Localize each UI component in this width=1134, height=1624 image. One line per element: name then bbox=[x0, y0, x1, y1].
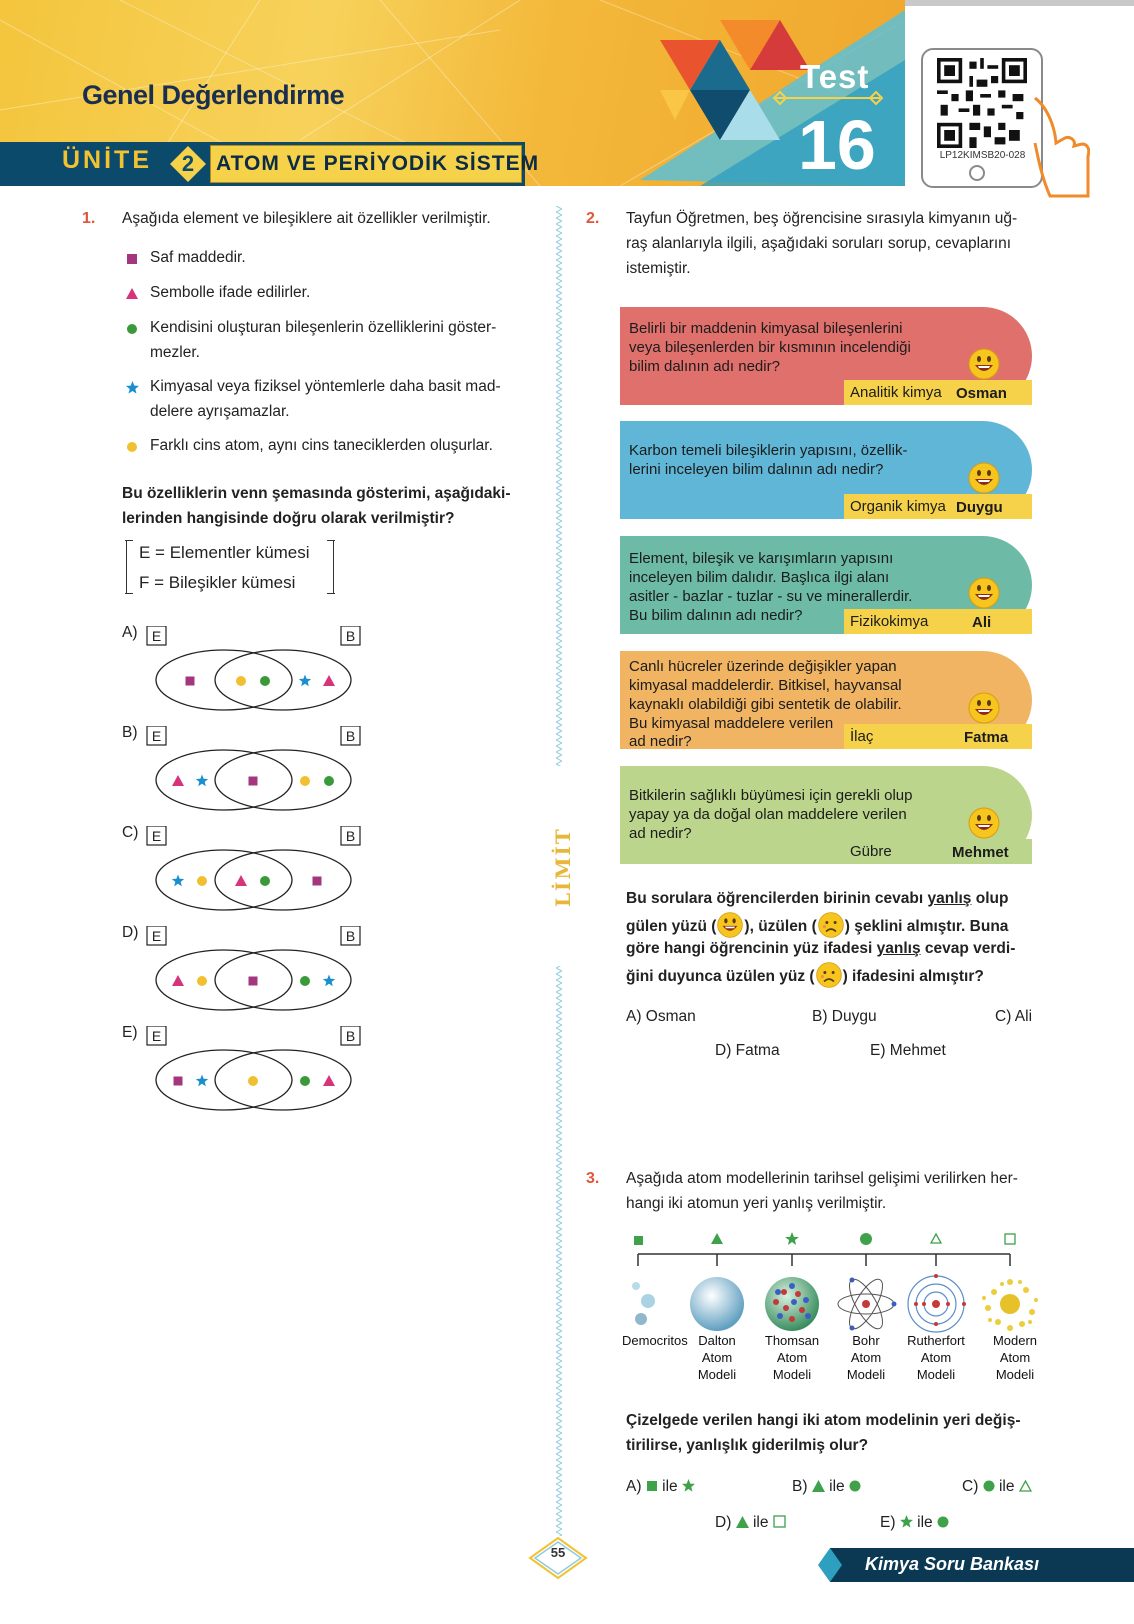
venn-diagram bbox=[146, 726, 376, 812]
bubble-text: veya bileşenlerden bir kısmının incelendiği bbox=[629, 339, 911, 356]
venn-option[interactable] bbox=[116, 820, 376, 915]
bubble-answer: İlaç bbox=[850, 728, 874, 745]
q1-property-item bbox=[126, 374, 546, 433]
bubble-text: yapay ya da doğal olan maddelere verilen bbox=[629, 806, 907, 823]
q2-question-part: ğini duyunca üzülen yüz ( bbox=[626, 968, 815, 985]
rutherford-atom-icon bbox=[908, 1274, 966, 1332]
question-bubble bbox=[620, 766, 1032, 864]
circle-mark bbox=[197, 976, 207, 986]
page-number: 55 bbox=[550, 1545, 566, 1560]
q1-property-text: Kimyasal veya fiziksel yöntemlerle daha basit mad- bbox=[150, 378, 501, 395]
square-mark bbox=[186, 677, 195, 686]
bubble-text: ad nedir? bbox=[629, 733, 692, 750]
venn-diagram bbox=[146, 626, 376, 712]
bubble-text: Canlı hücreler üzerinde değişikler yapan bbox=[629, 658, 897, 675]
q3-option-c[interactable]: C) ile bbox=[962, 1478, 1032, 1496]
footer-diamond-icon bbox=[818, 1548, 842, 1582]
bubble-text: asitler - bazlar - tuzlar - su ve minerallerdir. bbox=[629, 588, 913, 605]
q1-venn-options bbox=[116, 620, 376, 1100]
q1-intro: Aşağıda element ve bileşiklere ait özellikler verilmiştir. bbox=[122, 210, 491, 227]
unit-word: ÜNİTE bbox=[62, 146, 152, 174]
q1-property-text: Farklı cins atom, aynı cins taneciklerden oluşurlar. bbox=[150, 437, 493, 454]
square-mark bbox=[249, 777, 258, 786]
thomson-atom-icon bbox=[765, 1277, 819, 1331]
set-b-label: B bbox=[345, 828, 356, 844]
q1-property-item bbox=[126, 315, 546, 374]
square-icon bbox=[126, 253, 138, 265]
q2-question-part: ) şeklini almıştır. Buna bbox=[844, 918, 1009, 935]
set-b-label: B bbox=[345, 728, 356, 744]
q3-option-a[interactable]: A) ile bbox=[626, 1478, 695, 1496]
q2-question-underline: yanlış bbox=[927, 890, 972, 907]
circle-mark bbox=[260, 876, 270, 886]
circle-mark bbox=[324, 776, 334, 786]
venn-option[interactable] bbox=[116, 720, 376, 815]
model-caption: Modern Atom Modeli bbox=[992, 1333, 1038, 1382]
sad-face-icon bbox=[817, 911, 845, 939]
test-number: 16 bbox=[798, 106, 876, 184]
venn-diagram bbox=[146, 926, 376, 1012]
bubble-answer: Analitik kimya bbox=[850, 384, 942, 401]
student-name: Mehmet bbox=[952, 844, 1009, 861]
model-caption: Bohr Atom Modeli bbox=[846, 1333, 886, 1382]
square-mark bbox=[249, 977, 258, 986]
filled-circle-icon bbox=[860, 1233, 872, 1245]
q2-question bbox=[626, 886, 1008, 911]
q3-question: Çizelgede verilen hangi iki atom modelinin yeri değiş- bbox=[626, 1412, 1021, 1429]
q1-property-text-cont: delere ayrışamazlar. bbox=[150, 403, 290, 420]
q2-intro-cont: raş alanlarıyla ilgili, aşağıdaki soruları sorup, cevaplarını bbox=[626, 235, 1012, 252]
modern-atom-icon bbox=[982, 1279, 1038, 1331]
filled-circle-icon bbox=[849, 1480, 861, 1492]
q1-legend-box bbox=[126, 540, 334, 594]
circle-mark bbox=[197, 876, 207, 886]
democritos-atom-icon bbox=[632, 1282, 655, 1325]
option-label: C) bbox=[122, 824, 139, 841]
hollow-square-icon bbox=[773, 1515, 786, 1528]
triangle-mark bbox=[323, 1075, 335, 1086]
q2-option-b[interactable]: B) Duygu bbox=[812, 1008, 877, 1025]
set-e-ellipse bbox=[156, 650, 292, 710]
dalton-atom-icon bbox=[690, 1277, 744, 1331]
page-title: Genel Değerlendirme bbox=[82, 80, 345, 110]
q3-option-d[interactable]: D) ile bbox=[715, 1514, 786, 1532]
phone-home-button-icon bbox=[967, 163, 987, 183]
set-e-label: E bbox=[151, 1028, 162, 1044]
bubble-text: kaynaklı olabildiği gibi sentetik de olabilir. bbox=[629, 696, 902, 713]
q2-question-part: gülen yüzü ( bbox=[626, 918, 717, 935]
star-icon bbox=[900, 1515, 913, 1528]
bubble-text: ad nedir? bbox=[629, 825, 692, 842]
venn-option[interactable] bbox=[116, 620, 376, 715]
circle-mark bbox=[236, 676, 246, 686]
q1-property-text: Saf maddedir. bbox=[150, 249, 246, 266]
q1-legend-line: F = Bileşikler kümesi bbox=[139, 573, 296, 592]
star-mark bbox=[196, 1075, 208, 1087]
publisher-logo bbox=[548, 780, 575, 950]
q1-number: 1. bbox=[82, 210, 96, 227]
q3-intro: Aşağıda atom modellerinin tarihsel gelişimi verilirken her- bbox=[626, 1170, 1018, 1187]
q2-question-part: cevap verdi- bbox=[920, 940, 1016, 957]
option-label: B) bbox=[122, 724, 138, 741]
bubble-answer: Organik kimya bbox=[850, 498, 946, 515]
triangle-mark bbox=[172, 975, 184, 986]
question-bubble bbox=[620, 651, 1032, 749]
student-name: Ali bbox=[972, 614, 992, 631]
filled-circle-icon bbox=[983, 1480, 995, 1492]
happy-face-icon bbox=[967, 691, 1001, 725]
q2-question-part: olup bbox=[971, 890, 1009, 907]
question-bubble bbox=[620, 536, 1032, 634]
q2-question-cont bbox=[626, 961, 984, 989]
filled-square-icon bbox=[634, 1236, 643, 1245]
timeline-symbols bbox=[634, 1232, 1015, 1245]
triangle-mark bbox=[323, 675, 335, 686]
filled-triangle-icon bbox=[736, 1516, 749, 1528]
q2-number: 2. bbox=[586, 210, 600, 227]
q2-question-underline: yanlış bbox=[876, 940, 921, 957]
q2-intro: Tayfun Öğretmen, beş öğrencisine sırasıyla kimyanın uğ- bbox=[626, 210, 1018, 227]
q1-question: Bu özelliklerin venn şemasında gösterimi, aşağıdaki- bbox=[122, 485, 511, 502]
publisher-name: LİMİT bbox=[551, 827, 575, 907]
star-mark bbox=[323, 975, 335, 987]
bubble-text: kimyasal maddelerdir. Bitkisel, hayvansal bbox=[629, 677, 902, 694]
q2-question-cont bbox=[626, 911, 1008, 939]
hollow-square-icon bbox=[1005, 1234, 1015, 1244]
set-b-label: B bbox=[345, 1028, 356, 1044]
bubble-text: bilim dalının adı nedir? bbox=[629, 358, 780, 375]
bubble-text: Belirli bir maddenin kimyasal bileşenlerini bbox=[629, 320, 903, 337]
qr-code-icon bbox=[937, 58, 1027, 148]
happy-face-icon bbox=[967, 806, 1001, 840]
q3-intro-cont: hangi iki atomun yeri yanlış verilmiştir. bbox=[626, 1195, 887, 1212]
q2-question-part: göre hangi öğrencinin yüz ifadesi bbox=[626, 940, 877, 957]
option-label: D) bbox=[122, 924, 139, 941]
test-label: Test bbox=[800, 58, 870, 95]
hollow-triangle-icon bbox=[1019, 1480, 1032, 1492]
model-caption: Dalton Atom Modeli bbox=[697, 1333, 737, 1382]
q2-question-part: ), üzülen ( bbox=[744, 918, 817, 935]
question-bubble bbox=[620, 307, 1032, 405]
set-e-label: E bbox=[151, 928, 162, 944]
venn-option[interactable] bbox=[116, 1020, 376, 1115]
q2-question-cont bbox=[626, 936, 1015, 961]
q2-intro-cont: istemiştir. bbox=[626, 260, 691, 277]
venn-diagram bbox=[146, 1026, 376, 1112]
student-name: Osman bbox=[956, 385, 1007, 402]
q1-legend-line: E = Elementler kümesi bbox=[139, 543, 310, 562]
q1-property-text: Sembolle ifade edilirler. bbox=[150, 284, 311, 301]
q1-property-item bbox=[126, 433, 546, 468]
filled-triangle-icon bbox=[812, 1480, 825, 1492]
bubble-text: Bu kimyasal maddelere verilen bbox=[629, 715, 834, 732]
happy-face-icon bbox=[716, 911, 744, 939]
filled-square-icon bbox=[646, 1480, 658, 1492]
student-name: Duygu bbox=[956, 499, 1003, 516]
happy-face-icon bbox=[967, 576, 1001, 610]
unit-number: 2 bbox=[181, 151, 195, 176]
bohr-atom-icon bbox=[838, 1275, 897, 1333]
bubble-text: Element, bileşik ve karışımların yapısını bbox=[629, 550, 894, 567]
star-mark bbox=[299, 675, 311, 687]
q2-option-e[interactable]: E) Mehmet bbox=[870, 1042, 946, 1059]
green-dot-icon bbox=[126, 323, 138, 335]
unit-number-badge bbox=[170, 146, 206, 182]
unit-topic: ATOM VE PERİYODİK SİSTEM bbox=[216, 152, 540, 175]
circle-mark bbox=[260, 676, 270, 686]
q3-question-cont: tirilirse, yanlışlık giderilmiş olur? bbox=[626, 1437, 869, 1454]
q1-question-cont: lerinden hangisinde doğru olarak verilmiştir? bbox=[122, 510, 455, 527]
circle-mark bbox=[300, 976, 310, 986]
yellow-dot-icon bbox=[126, 441, 138, 453]
atom-model-timeline bbox=[626, 1222, 1046, 1342]
model-caption: Democritos bbox=[622, 1333, 688, 1348]
bubble-answer: Fizikokimya bbox=[850, 613, 929, 630]
option-label: A) bbox=[122, 624, 138, 641]
bubble-text: lerini inceleyen bilim dalının adı nedir? bbox=[629, 461, 884, 478]
hand-icon bbox=[1030, 88, 1090, 200]
bubble-text: Bu bilim dalının adı nedir? bbox=[629, 607, 803, 624]
set-b-ellipse bbox=[215, 850, 351, 910]
bubble-answer: Gübre bbox=[850, 843, 892, 860]
model-caption: Thomsan Atom Modeli bbox=[764, 1333, 820, 1382]
circle-mark bbox=[248, 1076, 258, 1086]
bubble-text: Karbon temeli bileşiklerin yapısını, özellik- bbox=[629, 442, 908, 459]
q3-number: 3. bbox=[586, 1170, 600, 1187]
square-mark bbox=[313, 877, 322, 886]
star-icon bbox=[785, 1232, 799, 1245]
set-e-label: E bbox=[151, 628, 162, 644]
q1-property-text-cont: mezler. bbox=[150, 344, 200, 361]
q3-option-b[interactable]: B) ile bbox=[792, 1478, 861, 1496]
star-mark bbox=[196, 775, 208, 787]
footer-brand: Kimya Soru Bankası bbox=[865, 1554, 1040, 1574]
q2-option-d[interactable]: D) Fatma bbox=[715, 1042, 780, 1059]
set-e-label: E bbox=[151, 828, 162, 844]
square-mark bbox=[174, 1077, 183, 1086]
model-caption: Rutherfort Atom Modeli bbox=[907, 1333, 965, 1382]
circle-mark bbox=[300, 776, 310, 786]
q2-question-part: ) ifadesini almıştır? bbox=[842, 968, 984, 985]
q1-property-item bbox=[126, 245, 546, 280]
q1-property-list bbox=[126, 245, 546, 468]
bubble-text: inceleyen bilim dalıdır. Başlıca ilgi alanı bbox=[629, 569, 890, 586]
hollow-triangle-icon bbox=[931, 1234, 941, 1243]
triangle-mark bbox=[235, 875, 247, 886]
triangle-mark bbox=[172, 775, 184, 786]
q2-option-c[interactable]: C) Ali bbox=[995, 1008, 1033, 1025]
filled-circle-icon bbox=[937, 1516, 949, 1528]
star-icon bbox=[126, 381, 139, 394]
star-icon bbox=[682, 1479, 695, 1492]
circle-mark bbox=[300, 1076, 310, 1086]
triangle-icon bbox=[126, 288, 138, 300]
q1-property-item bbox=[126, 280, 546, 315]
option-label: E) bbox=[122, 1024, 138, 1041]
student-name: Fatma bbox=[964, 729, 1009, 746]
qr-code-label: LP12KIMSB20-028 bbox=[939, 150, 1026, 161]
set-b-label: B bbox=[345, 928, 356, 944]
set-b-label: B bbox=[345, 628, 356, 644]
happy-face-icon bbox=[967, 461, 1001, 495]
bubble-text: Bitkilerin sağlıklı büyümesi için gerekli olup bbox=[629, 787, 913, 804]
happy-face-icon bbox=[967, 347, 1001, 381]
q1-property-text: Kendisini oluşturan bileşenlerin özelliklerini göster- bbox=[150, 319, 497, 336]
question-bubble bbox=[620, 421, 1032, 519]
q2-option-a[interactable]: A) Osman bbox=[626, 1008, 696, 1025]
set-e-label: E bbox=[151, 728, 162, 744]
star-mark bbox=[172, 875, 184, 887]
sad-face-icon bbox=[815, 961, 843, 989]
q2-question-part: Bu sorulara öğrencilerden birinin cevabı bbox=[626, 890, 928, 907]
venn-diagram bbox=[146, 826, 376, 912]
filled-triangle-icon bbox=[711, 1233, 723, 1244]
venn-option[interactable] bbox=[116, 920, 376, 1015]
q3-option-e[interactable]: E) ile bbox=[880, 1514, 949, 1532]
